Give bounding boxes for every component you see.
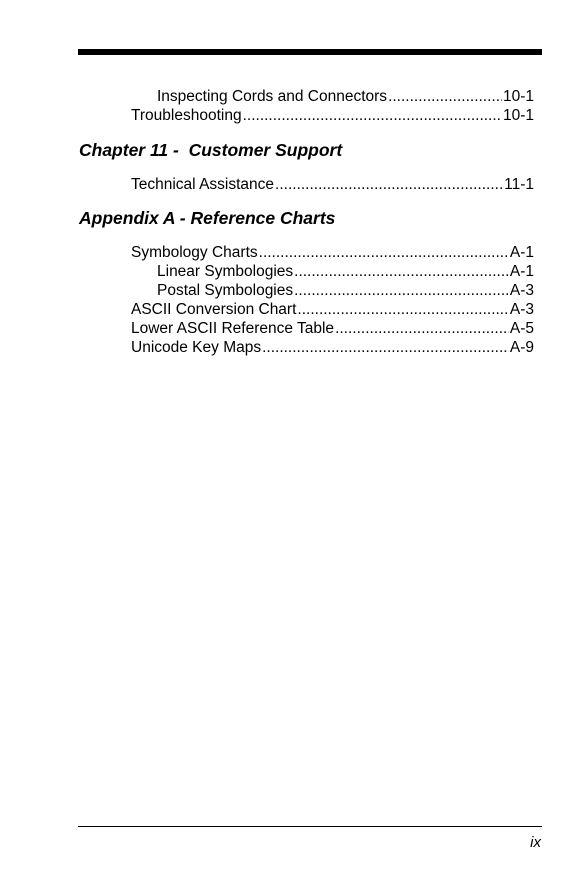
dot-leader bbox=[275, 175, 503, 194]
dot-leader bbox=[297, 300, 508, 319]
dot-leader bbox=[243, 106, 502, 125]
toc-entry-unicode-key-maps[interactable] bbox=[131, 338, 534, 357]
appendix-a-heading: Appendix A - Reference Charts bbox=[79, 208, 336, 228]
toc-entry-page: A-3 bbox=[509, 301, 534, 318]
dot-leader bbox=[294, 262, 509, 281]
toc-entry-label: Postal Symbologies bbox=[157, 282, 294, 299]
dot-leader bbox=[388, 87, 502, 106]
header-rule bbox=[78, 49, 542, 55]
footer-rule bbox=[78, 826, 542, 827]
toc-entry-postal-symbologies[interactable] bbox=[157, 281, 534, 300]
dot-leader bbox=[294, 281, 509, 300]
toc-entry-label: Unicode Key Maps bbox=[131, 339, 262, 356]
toc-entry-page: A-1 bbox=[509, 244, 534, 261]
toc-entry-page: A-9 bbox=[509, 339, 534, 356]
toc-entry-ascii-conversion-chart[interactable] bbox=[131, 300, 534, 319]
toc-entry-label: ASCII Conversion Chart bbox=[131, 301, 297, 318]
toc-entry-page: A-1 bbox=[509, 263, 534, 280]
toc-entry-label: Lower ASCII Reference Table bbox=[131, 320, 335, 337]
dot-leader bbox=[259, 243, 509, 262]
toc-entry-linear-symbologies[interactable] bbox=[157, 262, 534, 281]
chapter-11-heading: Chapter 11 - Customer Support bbox=[79, 140, 343, 160]
toc-entry-page: A-3 bbox=[509, 282, 534, 299]
toc-entry-troubleshooting[interactable] bbox=[131, 106, 534, 125]
toc-entry-label: Inspecting Cords and Connectors bbox=[157, 88, 388, 105]
toc-entry-technical-assistance[interactable] bbox=[131, 175, 534, 194]
toc-entry-lower-ascii-table[interactable] bbox=[131, 319, 534, 338]
toc-entry-page: 10-1 bbox=[502, 107, 534, 124]
toc-entry-label: Linear Symbologies bbox=[157, 263, 294, 280]
toc-entry-symbology-charts[interactable] bbox=[131, 243, 534, 262]
toc-entry-page: A-5 bbox=[509, 320, 534, 337]
toc-entry-label: Troubleshooting bbox=[131, 107, 242, 124]
toc-entry-inspecting-cords[interactable] bbox=[157, 87, 534, 106]
page-number: ix bbox=[530, 834, 541, 851]
toc-entry-label: Symbology Charts bbox=[131, 244, 258, 261]
toc-entry-page: 11-1 bbox=[504, 176, 534, 193]
toc-entry-label: Technical Assistance bbox=[131, 176, 275, 193]
dot-leader bbox=[335, 319, 509, 338]
toc-entry-page: 10-1 bbox=[502, 88, 534, 105]
dot-leader bbox=[262, 338, 509, 357]
